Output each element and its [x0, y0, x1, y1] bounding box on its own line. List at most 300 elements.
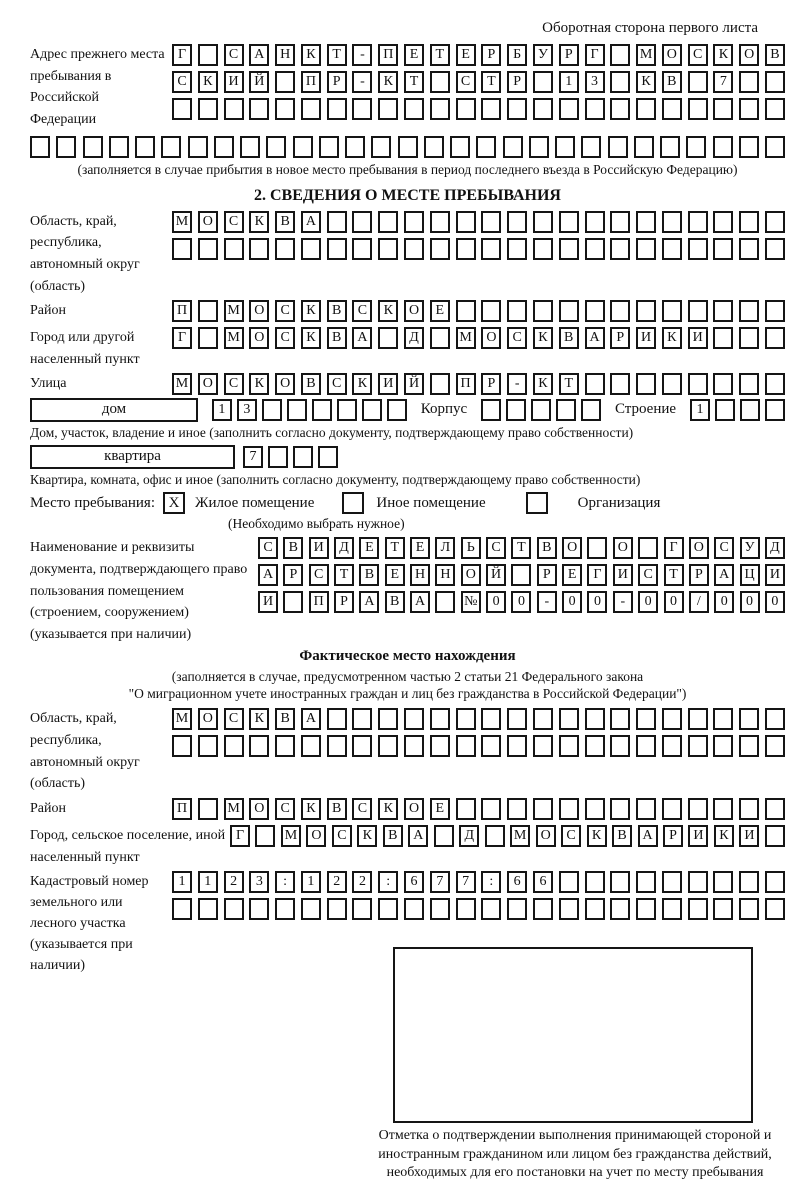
char-cell: Р: [327, 71, 347, 93]
char-cell: Г: [230, 825, 250, 847]
char-cell: С: [309, 564, 329, 586]
char-cell: М: [510, 825, 530, 847]
char-cell: [507, 238, 527, 260]
char-cell: [161, 136, 181, 158]
char-cell: В: [612, 825, 632, 847]
char-cell: [559, 98, 579, 120]
char-cell: [715, 399, 735, 421]
char-cell: [688, 211, 708, 233]
char-cell: [83, 136, 103, 158]
char-cell: [610, 708, 630, 730]
char-cell: Р: [507, 71, 527, 93]
char-cell: С: [352, 300, 372, 322]
char-cell: [585, 708, 605, 730]
char-cell: С: [275, 798, 295, 820]
char-cell: [481, 98, 501, 120]
char-cell: [301, 735, 321, 757]
char-cell: [249, 735, 269, 757]
char-cell: И: [258, 591, 278, 613]
char-cell: [352, 211, 372, 233]
field-gorod: [30, 327, 785, 370]
char-cell: [713, 735, 733, 757]
field-fact-gorod: [30, 825, 785, 868]
char-cell: Г: [172, 44, 192, 66]
char-cell: [636, 300, 656, 322]
char-cell: [740, 399, 760, 421]
char-cell: 2: [327, 871, 347, 893]
char-cell: [765, 327, 785, 349]
checkbox-inoe: [342, 492, 364, 514]
char-cell: [739, 735, 759, 757]
char-cell: К: [249, 708, 269, 730]
page-side-note: Оборотная сторона первого листа: [542, 20, 758, 36]
char-cell: [713, 327, 733, 349]
char-cell: [378, 898, 398, 920]
char-cell: [765, 708, 785, 730]
field-fact-oblast: [30, 708, 785, 795]
char-cell: Е: [410, 537, 430, 559]
char-cell: [662, 373, 682, 395]
char-cell: [224, 898, 244, 920]
char-cell: [275, 735, 295, 757]
raion-label: Район: [30, 303, 66, 319]
char-cell: Е: [456, 44, 476, 66]
char-cell: О: [739, 44, 759, 66]
stroenie-label: Строение: [614, 401, 677, 418]
char-cell: В: [301, 373, 321, 395]
char-cell: 6: [533, 871, 553, 893]
field-doc: [30, 537, 785, 645]
char-cell: 1: [212, 399, 232, 421]
char-cell: -: [507, 373, 527, 395]
char-cell: [713, 798, 733, 820]
char-cell: [585, 898, 605, 920]
char-cell: Р: [481, 44, 501, 66]
char-cell: [301, 898, 321, 920]
char-cell: С: [332, 825, 352, 847]
char-cell: К: [357, 825, 377, 847]
korpus-cells: [481, 399, 601, 421]
char-cell: [533, 735, 553, 757]
char-cell: А: [258, 564, 278, 586]
char-cell: [581, 399, 601, 421]
char-cell: [507, 735, 527, 757]
char-cell: [662, 300, 682, 322]
char-cell: В: [327, 300, 347, 322]
char-cell: О: [689, 537, 709, 559]
char-cell: [688, 71, 708, 93]
kadastr-row-1: [172, 871, 785, 893]
char-cell: [327, 708, 347, 730]
char-cell: [430, 238, 450, 260]
char-cell: [662, 898, 682, 920]
char-cell: [456, 798, 476, 820]
char-cell: [378, 708, 398, 730]
char-cell: 0: [714, 591, 734, 613]
doc-row-1: [258, 537, 785, 559]
char-cell: [404, 708, 424, 730]
char-cell: С: [688, 44, 708, 66]
char-cell: [352, 898, 372, 920]
char-cell: К: [249, 373, 269, 395]
char-cell: [660, 136, 680, 158]
char-cell: [456, 300, 476, 322]
char-cell: [456, 898, 476, 920]
char-cell: [533, 798, 553, 820]
char-cell: Г: [585, 44, 605, 66]
char-cell: [662, 708, 682, 730]
char-cell: В: [327, 327, 347, 349]
char-cell: [327, 98, 347, 120]
confirmation-mark-box: [393, 947, 753, 1123]
char-cell: Р: [283, 564, 303, 586]
doc-label: Наименование и реквизиты документа, подтверждающего право пользования помещением (строением, сооружением) (указывается при наличии): [30, 540, 248, 642]
char-cell: Т: [664, 564, 684, 586]
char-cell: [371, 136, 391, 158]
char-cell: Р: [559, 44, 579, 66]
char-cell: С: [714, 537, 734, 559]
char-cell: В: [662, 71, 682, 93]
char-cell: Д: [334, 537, 354, 559]
char-cell: [739, 373, 759, 395]
char-cell: О: [562, 537, 582, 559]
char-cell: Т: [334, 564, 354, 586]
char-cell: К: [714, 825, 734, 847]
char-cell: [610, 898, 630, 920]
char-cell: [533, 211, 553, 233]
char-cell: [362, 399, 382, 421]
char-cell: С: [224, 708, 244, 730]
char-cell: [713, 211, 733, 233]
char-cell: [636, 238, 656, 260]
char-cell: [430, 327, 450, 349]
char-cell: Н: [410, 564, 430, 586]
char-cell: №: [461, 591, 481, 613]
char-cell: [662, 211, 682, 233]
zhiloe-label: Жилое помещение: [195, 494, 315, 511]
mesto-note: (Необходимо выбрать нужное): [228, 516, 405, 532]
char-cell: [275, 898, 295, 920]
prev-address-row-2: [172, 71, 785, 93]
char-cell: И: [765, 564, 785, 586]
char-cell: В: [275, 708, 295, 730]
char-cell: 3: [249, 871, 269, 893]
char-cell: [739, 238, 759, 260]
char-cell: [610, 798, 630, 820]
doc-row-3: [258, 591, 785, 613]
char-cell: [765, 871, 785, 893]
char-cell: [559, 798, 579, 820]
field-prev-address: [30, 44, 785, 131]
char-cell: [224, 238, 244, 260]
char-cell: Р: [610, 327, 630, 349]
char-cell: [275, 238, 295, 260]
char-cell: [476, 136, 496, 158]
stroenie-cells: [690, 399, 785, 421]
char-cell: И: [636, 327, 656, 349]
char-cell: [327, 238, 347, 260]
char-cell: [430, 708, 450, 730]
char-cell: О: [481, 327, 501, 349]
char-cell: К: [378, 71, 398, 93]
char-cell: [485, 825, 505, 847]
char-cell: [636, 735, 656, 757]
char-cell: [430, 211, 450, 233]
char-cell: [713, 871, 733, 893]
char-cell: [249, 238, 269, 260]
char-cell: П: [378, 44, 398, 66]
char-cell: [240, 136, 260, 158]
char-cell: [481, 735, 501, 757]
char-cell: [506, 399, 526, 421]
char-cell: [507, 98, 527, 120]
char-cell: [456, 98, 476, 120]
char-cell: [529, 136, 549, 158]
char-cell: Т: [327, 44, 347, 66]
oblast-row-2: [172, 238, 785, 260]
row-kvartira: [30, 445, 785, 469]
inoe-label: Иное помещение: [376, 494, 486, 511]
char-cell: [511, 564, 531, 586]
char-cell: [634, 136, 654, 158]
char-cell: В: [765, 44, 785, 66]
char-cell: [435, 591, 455, 613]
char-cell: [172, 238, 192, 260]
char-cell: М: [636, 44, 656, 66]
char-cell: К: [301, 44, 321, 66]
char-cell: [688, 735, 708, 757]
char-cell: [456, 238, 476, 260]
char-cell: О: [404, 798, 424, 820]
kvartira-box: квартира: [30, 445, 235, 469]
char-cell: Н: [435, 564, 455, 586]
char-cell: [507, 798, 527, 820]
char-cell: [337, 399, 357, 421]
char-cell: [765, 798, 785, 820]
char-cell: Д: [765, 537, 785, 559]
char-cell: А: [249, 44, 269, 66]
char-cell: [559, 211, 579, 233]
char-cell: [739, 300, 759, 322]
char-cell: [688, 373, 708, 395]
char-cell: [533, 300, 553, 322]
char-cell: [556, 399, 576, 421]
char-cell: [713, 300, 733, 322]
gorod-label: Город или другой населенный пункт: [30, 330, 140, 368]
char-cell: :: [275, 871, 295, 893]
char-cell: 6: [404, 871, 424, 893]
char-cell: [387, 399, 407, 421]
dom-box: дом: [30, 398, 198, 422]
char-cell: [249, 98, 269, 120]
char-cell: О: [198, 708, 218, 730]
char-cell: -: [352, 71, 372, 93]
checkbox-organizacia: [526, 492, 548, 514]
char-cell: [636, 98, 656, 120]
char-cell: [581, 136, 601, 158]
char-cell: [636, 211, 656, 233]
char-cell: Е: [404, 44, 424, 66]
field-oblast: [30, 211, 785, 298]
char-cell: М: [456, 327, 476, 349]
ulitsa-label: Улица: [30, 375, 67, 391]
char-cell: [765, 300, 785, 322]
fact-note-2: "О миграционном учете иностранных граждан и лиц без гражданства в Российской Федерации"): [128, 686, 687, 702]
char-cell: С: [352, 798, 372, 820]
char-cell: П: [456, 373, 476, 395]
char-cell: [765, 71, 785, 93]
char-cell: [456, 735, 476, 757]
char-cell: Е: [430, 798, 450, 820]
char-cell: [198, 300, 218, 322]
char-cell: [507, 708, 527, 730]
char-cell: [503, 136, 523, 158]
char-cell: [135, 136, 155, 158]
char-cell: В: [359, 564, 379, 586]
char-cell: Г: [664, 537, 684, 559]
fact-gorod-row: [230, 825, 785, 847]
char-cell: [559, 300, 579, 322]
section2-title: 2. СВЕДЕНИЯ О МЕСТЕ ПРЕБЫВАНИЯ: [254, 186, 561, 204]
char-cell: А: [301, 211, 321, 233]
char-cell: [214, 136, 234, 158]
char-cell: [765, 825, 785, 847]
row-dom: [30, 398, 785, 422]
char-cell: [587, 537, 607, 559]
char-cell: Р: [689, 564, 709, 586]
char-cell: [352, 238, 372, 260]
char-cell: [638, 537, 658, 559]
char-cell: К: [713, 44, 733, 66]
char-cell: 0: [765, 591, 785, 613]
char-cell: [765, 98, 785, 120]
char-cell: [456, 708, 476, 730]
char-cell: [713, 708, 733, 730]
char-cell: [585, 98, 605, 120]
char-cell: М: [224, 300, 244, 322]
char-cell: [765, 735, 785, 757]
field-fact-raion: [30, 798, 785, 820]
char-cell: [585, 373, 605, 395]
char-cell: С: [561, 825, 581, 847]
char-cell: [198, 44, 218, 66]
char-cell: 0: [587, 591, 607, 613]
char-cell: А: [301, 708, 321, 730]
organizacia-label: Организация: [577, 494, 661, 511]
char-cell: В: [383, 825, 403, 847]
char-cell: [424, 136, 444, 158]
char-cell: /: [689, 591, 709, 613]
char-cell: 0: [562, 591, 582, 613]
char-cell: 1: [301, 871, 321, 893]
char-cell: С: [275, 327, 295, 349]
char-cell: [481, 238, 501, 260]
char-cell: [266, 136, 286, 158]
char-cell: [109, 136, 129, 158]
char-cell: С: [224, 44, 244, 66]
char-cell: [559, 898, 579, 920]
char-cell: Е: [562, 564, 582, 586]
char-cell: А: [714, 564, 734, 586]
gorod-row: [172, 327, 785, 349]
char-cell: М: [224, 798, 244, 820]
char-cell: К: [301, 798, 321, 820]
char-cell: [739, 898, 759, 920]
char-cell: О: [249, 798, 269, 820]
char-cell: С: [258, 537, 278, 559]
char-cell: [404, 735, 424, 757]
char-cell: 3: [237, 399, 257, 421]
char-cell: М: [281, 825, 301, 847]
char-cell: [559, 238, 579, 260]
char-cell: Р: [663, 825, 683, 847]
char-cell: 0: [740, 591, 760, 613]
char-cell: Н: [275, 44, 295, 66]
char-cell: [662, 871, 682, 893]
korpus-label: Корпус: [420, 401, 468, 418]
char-cell: К: [378, 300, 398, 322]
char-cell: [507, 211, 527, 233]
char-cell: [352, 708, 372, 730]
char-cell: [404, 211, 424, 233]
char-cell: -: [613, 591, 633, 613]
char-cell: Й: [404, 373, 424, 395]
char-cell: [765, 898, 785, 920]
char-cell: Е: [430, 300, 450, 322]
char-cell: 6: [507, 871, 527, 893]
char-cell: М: [172, 708, 192, 730]
char-cell: П: [309, 591, 329, 613]
char-cell: [188, 136, 208, 158]
char-cell: [739, 71, 759, 93]
char-cell: И: [224, 71, 244, 93]
kvartira-note: Квартира, комната, офис и иное (заполнить согласно документу, подтверждающему право собственности): [30, 471, 641, 487]
char-cell: М: [224, 327, 244, 349]
char-cell: [686, 136, 706, 158]
char-cell: К: [352, 373, 372, 395]
char-cell: А: [352, 327, 372, 349]
char-cell: И: [378, 373, 398, 395]
char-cell: 2: [224, 871, 244, 893]
char-cell: [610, 300, 630, 322]
char-cell: [608, 136, 628, 158]
char-cell: А: [410, 591, 430, 613]
char-cell: -: [352, 44, 372, 66]
char-cell: [507, 898, 527, 920]
char-cell: [198, 327, 218, 349]
char-cell: И: [309, 537, 329, 559]
char-cell: [662, 238, 682, 260]
char-cell: [610, 871, 630, 893]
char-cell: Б: [507, 44, 527, 66]
char-cell: [765, 211, 785, 233]
char-cell: [533, 708, 553, 730]
char-cell: [739, 211, 759, 233]
char-cell: [430, 373, 450, 395]
char-cell: [636, 871, 656, 893]
char-cell: И: [688, 327, 708, 349]
char-cell: Т: [430, 44, 450, 66]
char-cell: [345, 136, 365, 158]
char-cell: Л: [435, 537, 455, 559]
field-ulitsa: [30, 373, 785, 395]
oblast-label: Область, край, республика, автономный округ (область): [30, 213, 140, 294]
char-cell: 0: [664, 591, 684, 613]
char-cell: [610, 211, 630, 233]
char-cell: С: [507, 327, 527, 349]
row-mesto-type: [30, 492, 785, 514]
prev-address-row-1: [172, 44, 785, 66]
